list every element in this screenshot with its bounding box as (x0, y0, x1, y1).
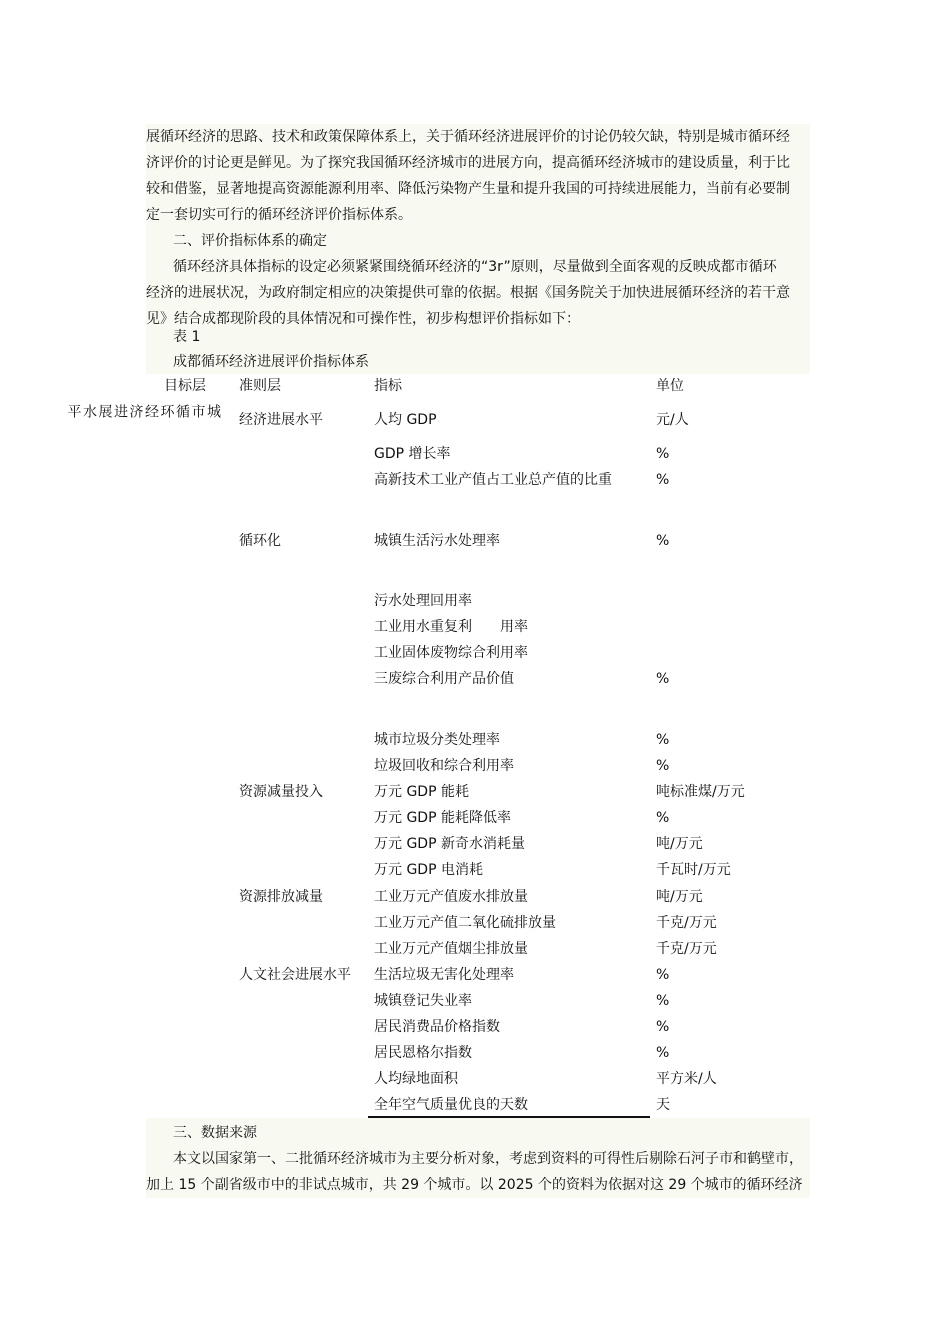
indicator-cell: 居民恩格尔指数 (374, 1045, 472, 1061)
table-row (146, 910, 810, 936)
unit-cell: 千克/万元 (656, 941, 717, 957)
unit-cell: 吨/万元 (656, 836, 703, 852)
table-row (146, 857, 810, 883)
indicator-cell: 高新技术工业产值占工业总产值的比重 (374, 472, 612, 488)
indicator-cell: 城镇登记失业率 (374, 993, 472, 1009)
section-heading: 二、评价指标体系的确定 (173, 233, 327, 249)
unit-cell: 天 (656, 1097, 670, 1113)
header-unit: 单位 (656, 378, 684, 394)
unit-cell: % (656, 758, 670, 774)
header-indicator: 指标 (374, 378, 402, 394)
indicator-cell: 城市垃圾分类处理率 (374, 732, 500, 748)
indicator-cell: 污水处理回用率 (374, 593, 472, 609)
table-row (146, 441, 810, 467)
indicator-cell: 城镇生活污水处理率 (374, 533, 500, 549)
indicator-cell: 工业固体废物综合利用率 (374, 645, 528, 661)
table-row (146, 753, 810, 779)
criterion-cell: 资源排放减量 (239, 889, 323, 905)
table-row (146, 1040, 810, 1066)
paragraph-line: 定一套切实可行的循环经济评价指标体系。 (146, 207, 412, 223)
table-header-row (146, 373, 810, 399)
unit-cell: % (656, 810, 670, 826)
indicator-cell: 工业万元产值废水排放量 (374, 889, 528, 905)
indicator-cell: 居民消费品价格指数 (374, 1019, 500, 1035)
paragraph-line: 循环经济具体指标的设定必须紧紧围绕循环经济的“3r”原则，尽量做到全面客观的反映成都市循环 (173, 259, 777, 275)
unit-cell: % (656, 533, 670, 549)
unit-cell: 元/人 (656, 412, 689, 428)
indicator-cell: 工业万元产值烟尘排放量 (374, 941, 528, 957)
unit-cell: 千克/万元 (656, 915, 717, 931)
indicator-cell: 垃圾回收和综合利用率 (374, 758, 514, 774)
header-target-layer: 目标层 (164, 378, 206, 394)
unit-cell: % (656, 446, 670, 462)
indicator-cell: GDP 增长率 (374, 446, 451, 462)
table-row (146, 831, 810, 857)
paragraph-line: 见》结合成都现阶段的具体情况和可操作性，初步构想评价指标如下： (146, 311, 580, 327)
unit-cell: % (656, 671, 670, 687)
paragraph-line: 较和借鉴，显著地提高资源能源利用率、降低污染物产生量和提升我国的可持续进展能力，当前有必要制 (146, 181, 790, 197)
paragraph-line: 济评价的讨论更是鲜见。为了探究我国循环经济城市的进展方向，提高循环经济城市的建设质量，利于比 (146, 155, 790, 171)
indicator-part: 工业用水重复利 (374, 619, 472, 635)
table-bottom-rule (368, 1116, 650, 1118)
table-row (146, 528, 810, 554)
unit-cell: % (656, 472, 670, 488)
unit-cell: 吨/万元 (656, 889, 703, 905)
indicator-cell: 万元 GDP 新奇水消耗量 (374, 836, 525, 852)
table-row (146, 666, 810, 692)
indicator-cell: 全年空气质量优良的天数 (374, 1097, 528, 1113)
table-row (146, 805, 810, 831)
indicator-cell: 生活垃圾无害化处理率 (374, 967, 514, 983)
unit-cell: % (656, 1019, 670, 1035)
table-caption-title: 成都循环经济进展评价指标体系 (173, 354, 369, 370)
unit-cell: 平方米/人 (656, 1071, 717, 1087)
table-row (146, 640, 810, 666)
paragraph-line: 本文以国家第一、二批循环经济城市为主要分析对象，考虑到资料的可得性后剔除石河子市和鹤壁市， (173, 1151, 803, 1167)
target-layer-cell: 城市循环经济进展水平 (65, 404, 221, 418)
indicator-cell: 三废综合利用产品价值 (374, 671, 514, 687)
indicator-cell: 人均 GDP (374, 412, 437, 428)
table-row (146, 1014, 810, 1040)
table-row (146, 614, 810, 640)
unit-cell: % (656, 732, 670, 748)
criterion-cell: 循环化 (239, 533, 281, 549)
indicator-cell: 万元 GDP 能耗降低率 (374, 810, 511, 826)
table-row (146, 1066, 810, 1092)
header-criterion: 准则层 (239, 378, 281, 394)
criterion-cell: 人文社会进展水平 (239, 967, 351, 983)
paragraph-line: 经济的进展状况，为政府制定相应的决策提供可靠的依据。根据《国务院关于加快进展循环经济的若干意 (146, 285, 790, 301)
unit-cell: % (656, 1045, 670, 1061)
table-row (146, 988, 810, 1014)
table-row (146, 727, 810, 753)
section-heading: 三、数据来源 (173, 1125, 257, 1141)
table-row (146, 779, 810, 805)
indicator-cell: 人均绿地面积 (374, 1071, 458, 1087)
table-row (146, 962, 810, 988)
unit-cell: 吨标准煤/万元 (656, 784, 745, 800)
table-row (146, 884, 810, 910)
table-row (146, 588, 810, 614)
paragraph-line: 加上 15 个副省级市中的非试点城市，共 29 个城市。以 2025 个的资料为依据对这 29 个城市的循环经济 (146, 1177, 803, 1193)
unit-cell: 千瓦时/万元 (656, 862, 731, 878)
indicator-cell (374, 614, 528, 640)
table-row (146, 407, 810, 433)
indicator-cell: 万元 GDP 能耗 (374, 784, 469, 800)
paragraph-line: 展循环经济的思路、技术和政策保障体系上，关于循环经济进展评价的讨论仍较欠缺，特别是城市循环经 (146, 129, 790, 145)
unit-cell: % (656, 967, 670, 983)
criterion-cell: 资源减量投入 (239, 784, 323, 800)
indicator-part: 用率 (500, 619, 528, 635)
criterion-cell: 经济进展水平 (239, 412, 323, 428)
unit-cell: % (656, 993, 670, 1009)
table-row (146, 467, 810, 493)
indicator-cell: 工业万元产值二氧化硫排放量 (374, 915, 556, 931)
table-caption-number: 表 1 (173, 329, 201, 345)
table-row (146, 936, 810, 962)
indicator-cell: 万元 GDP 电消耗 (374, 862, 483, 878)
table-row (146, 1092, 810, 1118)
